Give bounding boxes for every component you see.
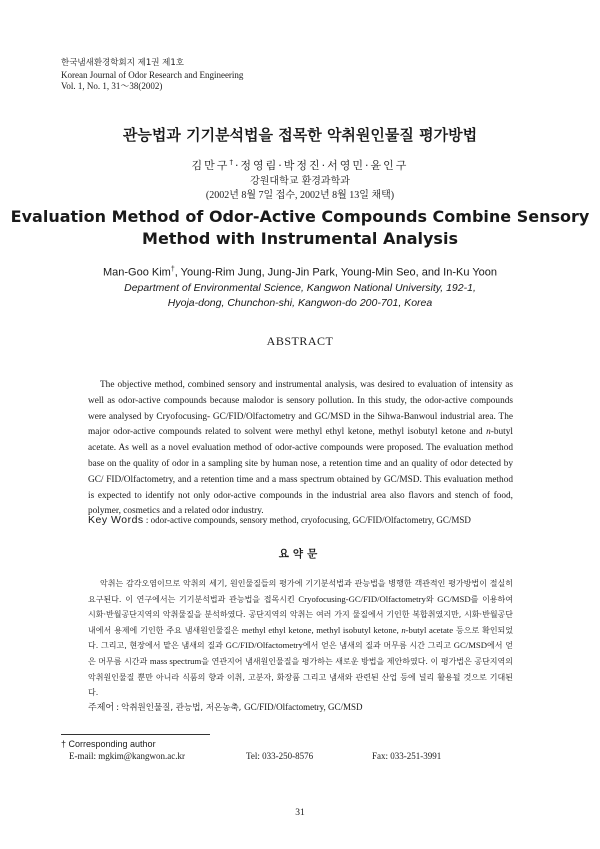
summary-text: 와 xyxy=(425,594,438,604)
keywords-ko-text xyxy=(121,702,362,712)
authors-en xyxy=(0,266,600,279)
affiliation-ko: 강원대학교 환경과학과 xyxy=(250,176,350,187)
keywords-ko xyxy=(88,700,528,713)
summary-text: 등으로 확인되었다. 그리고, 현장에서 맡은 냄새의 질과 xyxy=(88,625,514,651)
authors-rest-ko: ·정영림·박정진·서영민·윤인구 xyxy=(234,159,409,172)
author-first-ko: 김만구 xyxy=(191,159,230,172)
keywords-ko-sep: : xyxy=(114,702,122,712)
keywords-label: Key Words xyxy=(88,514,144,526)
keywords-ko-label: 주제어 xyxy=(88,703,115,713)
summary-text: GC/MSD xyxy=(437,593,471,604)
email-address: E-mail: mgkim@kangwon.ac.kr xyxy=(69,751,186,761)
abstract-text-part2: -butyl acetate. As well as a novel evaluation method of odor-active compounds were proposed. The evaluation method base on the quality of odor in a sampling site by human nose, a retention time and an quality of odor detected by GC/ FID/Olfactometry, and a retention time and a mass spectrum obtained by GC/MSD. This evaluation method is expected to identify not only odor-active compounds in the industrial area also flavors and stench of food, polymer, cosmetics and a related odor industry. xyxy=(88,427,513,517)
affiliation-en xyxy=(0,281,600,311)
affiliation-en-line2: Hyoja-dong, Chunchon-shi, Kangwon-do 200-701, Korea xyxy=(167,297,433,309)
authors-ko xyxy=(0,157,600,173)
paper-title-ko: 관능법과 기기분석법을 접목한 악취원인물질 평가방법 xyxy=(122,126,478,144)
summary-text: 을 연관지어 냄새원인물질을 평가하는 새로운 방법을 제안하였다. 이 평가법은 공단지역의 악취원인물질 뿐만 아니라 식품의 향과 이취, 고분자, 화장품 그리고 냄새와 관련된 산업 등에 널리 활용될 것으로 기대된다. xyxy=(88,656,513,698)
abstract-heading: ABSTRACT xyxy=(266,334,334,348)
journal-name-en: Korean Journal of Odor Research and Engineering xyxy=(61,69,244,80)
summary-body-ko xyxy=(88,576,513,701)
summary-text: 에서 얻은 냄새의 질과 머무름 시간 그리고 xyxy=(302,641,454,651)
affiliation-en-line1: Department of Environmental Science, Kangwon National University, 192-1, xyxy=(124,282,476,294)
corresponding-mark-en: † xyxy=(170,266,175,273)
author-first-en: Man-Goo Kim xyxy=(102,266,171,279)
summary-text: GC/MSD xyxy=(453,640,488,651)
paper-title-en-line2: Method with Instrumental Analysis xyxy=(142,229,458,248)
fax: Fax: 033-251-3991 xyxy=(372,751,442,761)
summary-text: 를 이용하여 시화·반월공단지역의 악취물질을 분석하였다. 공단지역의 악취는 여러 가지 물질에서 기인한 복합취였지만, 시화·반월공단 내에서 용제에 기인한 주요 냄새원인물질은 xyxy=(88,594,513,635)
summary-heading-ko: 요약문 xyxy=(278,548,322,560)
telephone: Tel: 033-250-8576 xyxy=(246,751,314,761)
summary-text: -butyl acetate xyxy=(405,624,454,635)
keywords-ko-korean: 악취원인물질, 관능법, 저온농축, xyxy=(121,703,245,713)
journal-header xyxy=(61,58,243,93)
journal-name-ko: 한국냄새환경학회지 제1권 제1호 xyxy=(61,58,184,68)
abstract-body xyxy=(88,378,513,520)
summary-text: GC/FID/Olfactometry xyxy=(225,640,303,651)
corresponding-author-note: † Corresponding author xyxy=(61,739,156,749)
authors-rest-en: , Young-Rim Jung, Jung-Jin Park, Young-Min Seo, and In-Ku Yoon xyxy=(174,266,498,279)
paper-title-en xyxy=(0,206,600,250)
keywords-text: : odor-active compounds, sensory method, cryofocusing, GC/FID/Olfactometry, GC/MSD xyxy=(143,515,471,525)
keywords xyxy=(88,514,528,526)
summary-text: methyl ethyl ketone, methyl isobutyl ketone, xyxy=(241,624,402,635)
summary-text: 악취는 감각오염이므로 악취의 세기, 원인물질들의 평가에 기기분석법과 관능법을 병행한 객관적인 평가방법이 절실히 요구된다. 이 연구에서는 기기분석법과 관능법을 접목시킨 xyxy=(88,579,513,604)
abstract-text-part1: The objective method, combined sensory and instrumental analysis, was desired to evaluation of intensity as well as odor-active compounds because malodor is sensory pollution. In this study, the odor-active compounds were analysed by Cryofocusing- GC/FID/Olfactometry and GC/MSD in the Sihwa-Banwoul industrial area. The major odor-active compounds related to solvent were methyl ethyl ketone, methyl isobutyl ketone and xyxy=(88,380,513,438)
corresponding-mark: † xyxy=(229,158,235,167)
received-dates: (2002년 8월 7일 접수, 2002년 8월 13일 채택) xyxy=(205,190,395,201)
paper-title-en-line1: Evaluation Method of Odor-Active Compounds Combine Sensory xyxy=(10,207,590,226)
summary-text: mass spectrum xyxy=(149,655,202,666)
summary-text: 에서 얻은 머무름 시간과 xyxy=(88,641,513,666)
summary-text: Cryofocusing-GC/FID/Olfactometry xyxy=(298,593,426,604)
abstract-italic-n: n xyxy=(486,427,491,438)
journal-volume: Vol. 1, No. 1, 31～38(2002) xyxy=(61,81,163,91)
summary-italic-n: n xyxy=(401,624,406,635)
footnote-divider xyxy=(61,734,210,735)
page-number: 31 xyxy=(295,808,305,818)
keywords-ko-english: GC/FID/Olfactometry, GC/MSD xyxy=(244,702,363,712)
